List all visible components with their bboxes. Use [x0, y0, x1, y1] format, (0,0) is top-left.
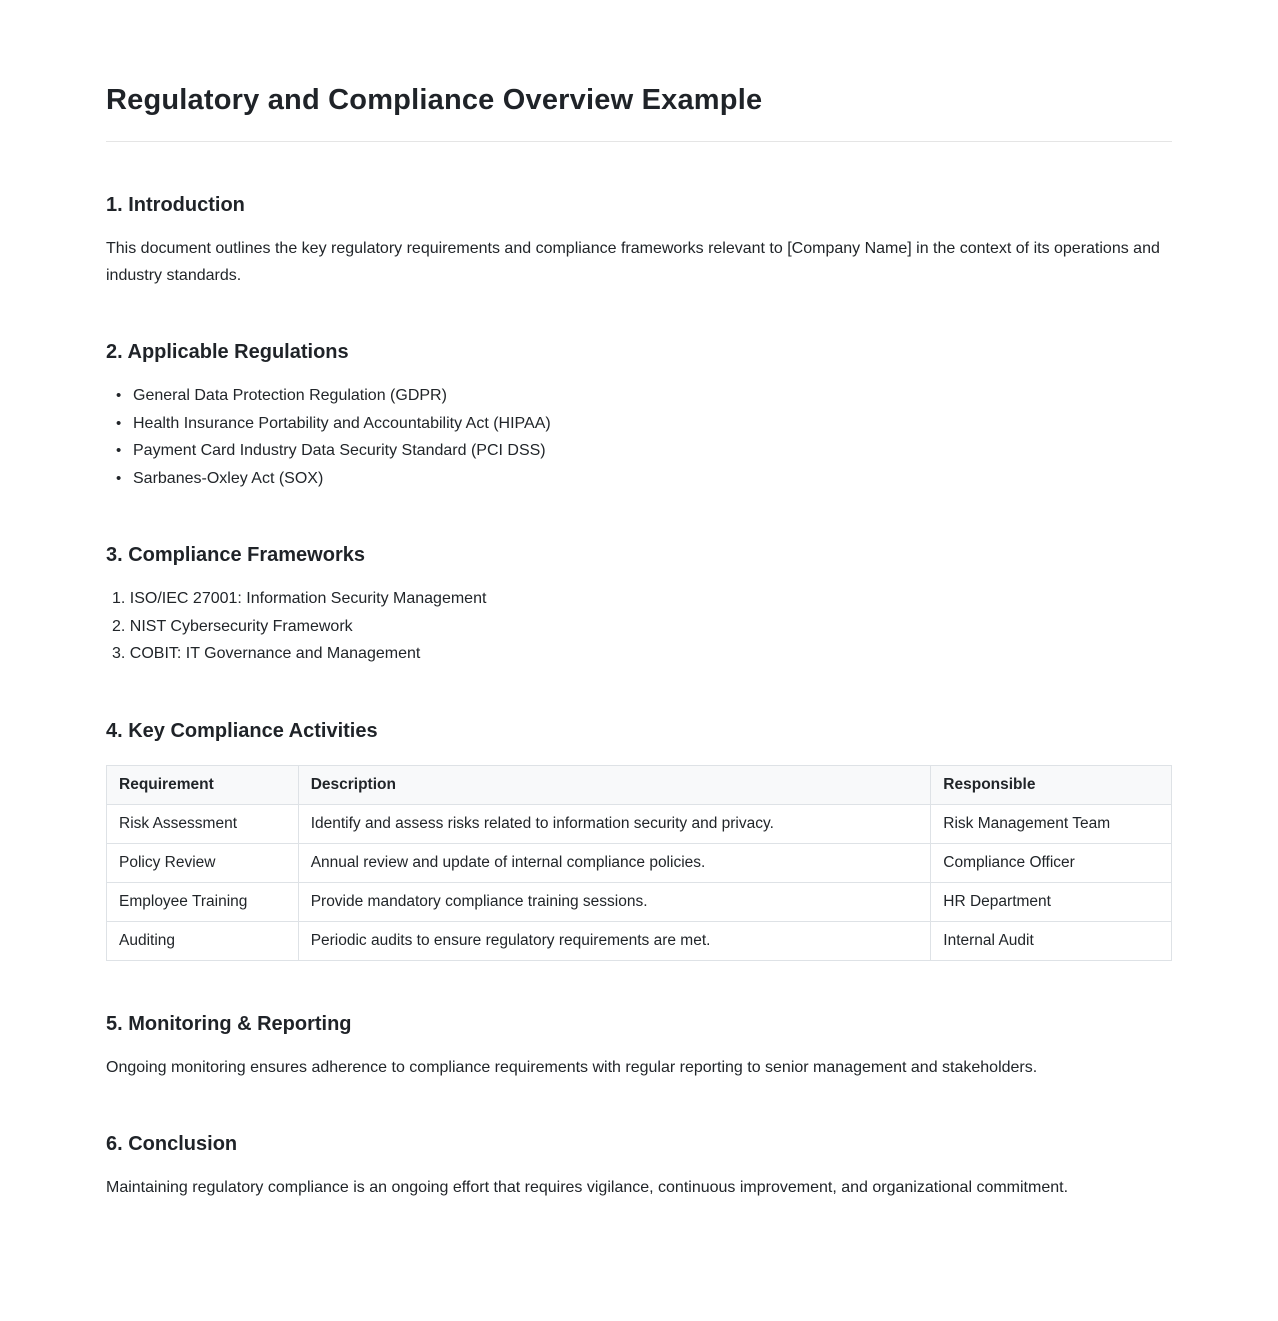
compliance-activities-table	[106, 765, 1172, 961]
list-item: NIST Cybersecurity Framework	[129, 617, 353, 635]
table-row	[107, 921, 1172, 960]
page-title: Regulatory and Compliance Overview Example	[106, 84, 763, 116]
section-heading-introduction: 1. Introduction	[106, 194, 245, 216]
section-compliance-frameworks	[106, 544, 1172, 668]
frameworks-list	[106, 585, 1172, 668]
section-monitoring-reporting	[106, 1013, 1172, 1081]
document-page	[106, 0, 1172, 1321]
table-cell: HR Department	[931, 882, 1172, 921]
table-row	[107, 804, 1172, 843]
section-heading-activities: 4. Key Compliance Activities	[106, 719, 378, 742]
table-cell: Provide mandatory compliance training sessions.	[298, 882, 931, 921]
section-heading-regulations: 2. Applicable Regulations	[106, 341, 349, 363]
table-cell: Identify and assess risks related to information security and privacy.	[298, 804, 931, 843]
conclusion-paragraph: Maintaining regulatory compliance is an ongoing effort that requires vigilance, continuous improvement, and organizational commitment.	[106, 1178, 1069, 1196]
list-item: COBIT: IT Governance and Management	[129, 645, 421, 662]
table-cell: Risk Management Team	[931, 804, 1172, 843]
table-header-cell: Responsible	[931, 765, 1172, 804]
list-item: • Health Insurance Portability and Accountability Act (HIPAA)	[112, 410, 1172, 438]
section-key-compliance-activities	[106, 720, 1172, 961]
table-cell: Internal Audit	[931, 921, 1172, 960]
table-header-cell: Requirement	[107, 765, 299, 804]
table-cell: Employee Training	[107, 882, 299, 921]
table-cell: Policy Review	[107, 843, 299, 882]
regulations-list	[106, 382, 1172, 492]
section-heading-conclusion: 6. Conclusion	[106, 1132, 238, 1155]
table-header-row	[107, 765, 1172, 804]
table-header-cell: Description	[298, 765, 931, 804]
table-cell: Auditing	[107, 921, 299, 960]
list-item: • General Data Protection Regulation (GDPR)	[112, 382, 1172, 410]
section-heading-frameworks: 3. Compliance Frameworks	[106, 544, 365, 566]
list-item: ISO/IEC 27001: Information Security Management	[129, 590, 487, 607]
table-cell: Periodic audits to ensure regulatory requirements are met.	[298, 921, 931, 960]
section-heading-monitoring: 5. Monitoring & Reporting	[106, 1012, 352, 1035]
title-divider	[106, 141, 1172, 142]
table-cell: Annual review and update of internal compliance policies.	[298, 843, 931, 882]
list-item: • Payment Card Industry Data Security Standard (PCI DSS)	[112, 437, 1172, 465]
section-applicable-regulations	[106, 341, 1172, 492]
list-item: • Sarbanes-Oxley Act (SOX)	[112, 465, 1172, 493]
table-row	[107, 882, 1172, 921]
table-cell: Risk Assessment	[107, 804, 299, 843]
monitoring-paragraph: Ongoing monitoring ensures adherence to compliance requirements with regular reporting to senior management and stakeholders.	[106, 1058, 1038, 1076]
table-row	[107, 843, 1172, 882]
section-conclusion	[106, 1133, 1172, 1201]
section-introduction	[106, 194, 1172, 289]
introduction-paragraph: This document outlines the key regulatory requirements and compliance frameworks relevant to [Company Name] in the context of its operations and industry standards.	[106, 240, 1160, 284]
table-cell: Compliance Officer	[931, 843, 1172, 882]
